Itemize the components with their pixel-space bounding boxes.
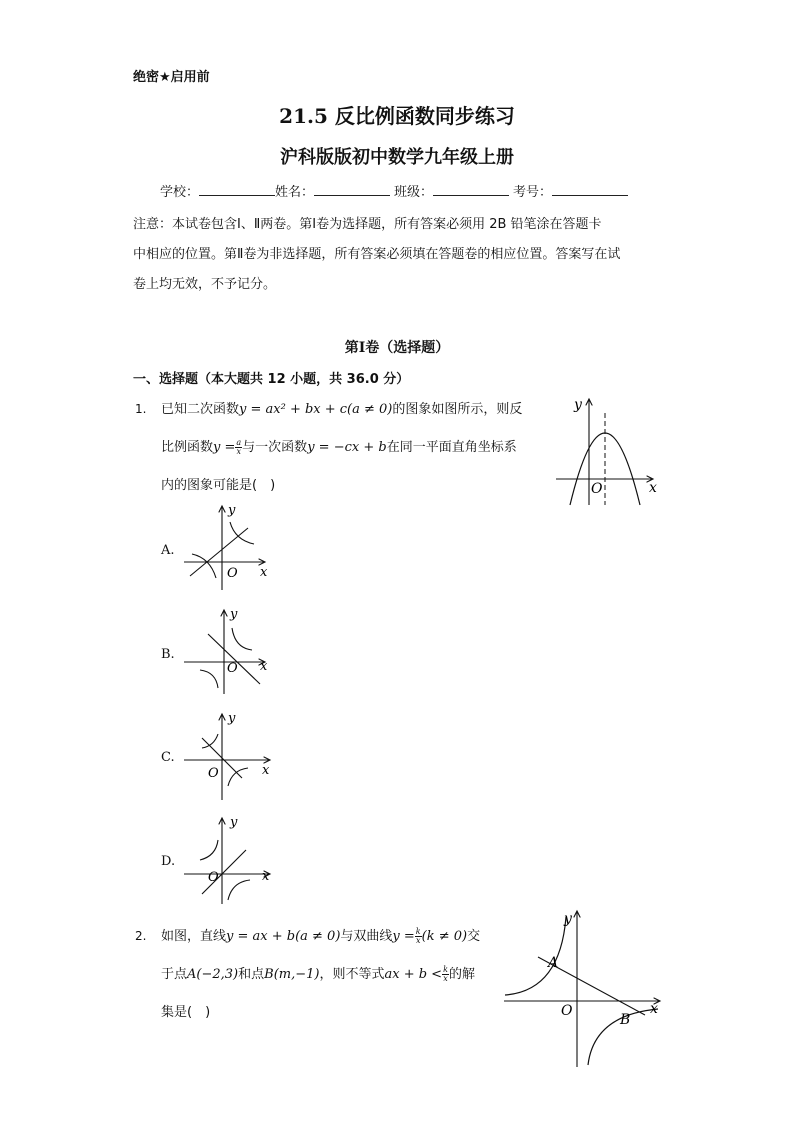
option-d-label[interactable]: D. [161, 854, 176, 869]
q2-inequality: ax + b < [384, 967, 443, 982]
q1-parabola-figure [553, 393, 668, 508]
fraction-numerator: k [443, 965, 448, 974]
school-label: 学校： [160, 185, 200, 200]
page-subtitle: 沪科版版初中数学九年级上册 [280, 147, 514, 168]
hyperbola-branch [200, 840, 218, 860]
option-b-label[interactable]: B. [161, 647, 175, 662]
student-info-line [160, 181, 628, 200]
point-b-label: B [620, 1012, 631, 1028]
q2-text-part: 的解 [448, 967, 475, 982]
section-title: 第Ⅰ卷（选择题） [344, 340, 450, 356]
q1-text-part: 内的图象可能是( ) [161, 478, 276, 493]
q2-formula-condition: (k ≠ 0) [421, 929, 468, 944]
x-axis-label: x [649, 480, 657, 496]
question-2-number: 2. [135, 929, 147, 943]
name-label: 姓名： [275, 185, 315, 200]
option-a-label[interactable]: A. [161, 543, 175, 558]
y-axis-label: y [564, 911, 572, 927]
origin-label: O [561, 1003, 573, 1019]
y-axis-label: y [574, 397, 582, 413]
exam-no-blank [552, 183, 628, 196]
question-1-text [161, 391, 536, 505]
class-blank [433, 183, 509, 196]
q2-fraction-2 [442, 966, 449, 983]
option-c-graph[interactable] [180, 708, 275, 800]
q1-text-part: 比例函数 [161, 440, 214, 455]
q1-text-part: 已知二次函数 [161, 402, 240, 417]
origin-label: O [227, 661, 238, 676]
q1-text-part: 的图象如图所示，则反 [392, 402, 523, 417]
point-a-label: A [548, 955, 559, 971]
notice-line-3: 卷上均无效，不予记分。 [133, 277, 277, 292]
origin-label: O [208, 870, 219, 885]
q2-formula-hyperbola: y = [392, 929, 415, 944]
q2-text-part: 于点 [161, 967, 188, 982]
y-axis-label: y [228, 711, 236, 726]
q2-line-1 [161, 918, 496, 956]
class-label: 班级： [394, 185, 434, 200]
q2-text-part: 集是( ) [161, 1005, 211, 1020]
q2-line-2 [161, 956, 496, 994]
question-1-number: 1. [135, 402, 147, 416]
part-heading: 一、选择题（本大题共 12 小题，共 36.0 分） [133, 372, 410, 387]
linear-line [190, 528, 248, 576]
y-axis-label: y [230, 815, 238, 830]
fraction-denominator: x [236, 447, 242, 456]
fraction-denominator: x [443, 974, 448, 983]
origin-label: O [591, 481, 603, 497]
q2-line-3 [161, 994, 496, 1032]
page-title: 21.5 反比例函数同步练习 [279, 104, 515, 128]
origin-label: O [227, 566, 238, 581]
q2-point-a: A(−2,3) [187, 967, 239, 982]
q2-text-part: 交 [467, 929, 481, 944]
hyperbola-branch [228, 880, 250, 900]
x-axis-label: x [262, 869, 270, 884]
school-blank [199, 183, 275, 196]
q2-text-part: ，则不等式 [319, 967, 385, 982]
q1-text-part: 与一次函数 [242, 440, 308, 455]
x-axis-label: x [260, 565, 268, 580]
linear-line [208, 634, 260, 684]
confidential-label: 绝密★启用前 [133, 70, 210, 85]
hyperbola-branch [228, 768, 248, 786]
q2-text-part: 与双曲线 [340, 929, 393, 944]
hyperbola-branch [232, 628, 252, 650]
exam-notice [133, 210, 663, 300]
option-d-graph[interactable] [180, 812, 275, 904]
q1-formula-quadratic: y = ax² + bx + c(a ≠ 0) [239, 402, 393, 417]
x-axis-label: x [650, 1001, 658, 1017]
question-2-text [161, 918, 496, 1032]
fraction-numerator: a [236, 438, 242, 447]
x-axis-label: x [260, 659, 268, 674]
q2-fraction [415, 928, 422, 945]
q2-figure [500, 905, 670, 1070]
notice-line-2: 中相应的位置。第Ⅱ卷为非选择题，所有答案必须填在答题卷的相应位置。答案写在试 [133, 247, 621, 262]
y-axis-label: y [228, 503, 236, 518]
y-axis-label: y [230, 607, 238, 622]
x-axis-label: x [262, 763, 270, 778]
option-c-label[interactable]: C. [161, 750, 175, 765]
option-a-graph[interactable] [180, 500, 275, 592]
q2-point-b: B(m,−1) [264, 967, 320, 982]
origin-label: O [208, 766, 219, 781]
hyperbola-branch [200, 670, 218, 688]
q1-line-2 [161, 429, 536, 467]
name-blank [314, 183, 390, 196]
q1-formula-linear: y = −cx + b [307, 440, 387, 455]
q2-text-part: 和点 [238, 967, 265, 982]
fraction-denominator: x [415, 936, 421, 945]
notice-line-1: 注意：本试卷包含Ⅰ、Ⅱ两卷。第Ⅰ卷为选择题，所有答案必须用 2B 铅笔涂在答题卡 [133, 217, 602, 232]
q2-text-part: 如图，直线 [161, 929, 227, 944]
exam-no-label: 考号： [513, 185, 553, 200]
q2-formula-linear: y = ax + b(a ≠ 0) [226, 929, 341, 944]
q1-formula-inverse: y = [213, 440, 236, 455]
q1-text-part: 在同一平面直角坐标系 [386, 440, 517, 455]
fraction-numerator: k [415, 927, 421, 936]
q1-line-1 [161, 391, 536, 429]
option-b-graph[interactable] [180, 604, 275, 696]
